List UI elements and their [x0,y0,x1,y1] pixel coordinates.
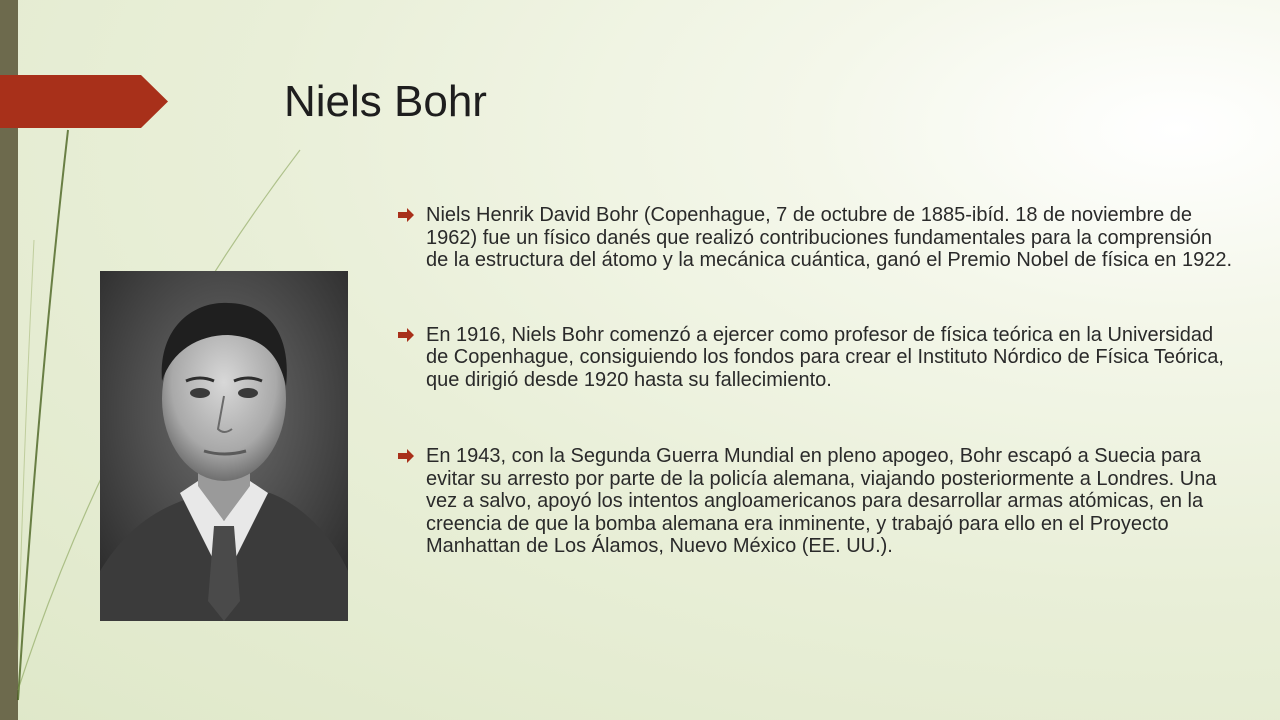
portrait-photo [100,271,348,621]
bullet-text: En 1943, con la Segunda Guerra Mundial en pleno apogeo, Bohr escapó a Suecia para evitar su arresto por parte de la policía alemana, viajando posteriormente a Londres. Una vez a salvo, apoyó los intentos angloamericanos para desarrollar armas atómicas, en la creencia de que la bomba alemana era inminente, y trabajó para ello en el Proyecto Manhattan de Los Álamos, Nuevo México (EE. UU.). [426,445,1217,557]
bullet-item [398,324,1238,392]
bullet-text: En 1916, Niels Bohr comenzó a ejercer como profesor de física teórica en la Universidad de Copenhague, consiguiendo los fondos para crear el Instituto Nórdico de Física Teórica, que dirigió desde 1920 hasta su fallecimiento. [426,323,1224,391]
arrow-bullet-icon [398,208,414,222]
bullet-item [398,445,1238,558]
slide-title: Niels Bohr [284,77,487,126]
arrow-bullet-icon [398,328,414,342]
bullet-list [398,204,1238,610]
bullet-text: Niels Henrik David Bohr (Copenhague, 7 de octubre de 1885-ibíd. 18 de noviembre de 1962) fue un físico danés que realizó contribuciones fundamentales para la comprensión de la estructura del átomo y la mecánica cuántica, ganó el Premio Nobel de física en 1922. [426,204,1233,271]
title-arrow-shape [0,75,168,128]
bullet-item [398,204,1238,272]
arrow-bullet-icon [398,449,414,463]
